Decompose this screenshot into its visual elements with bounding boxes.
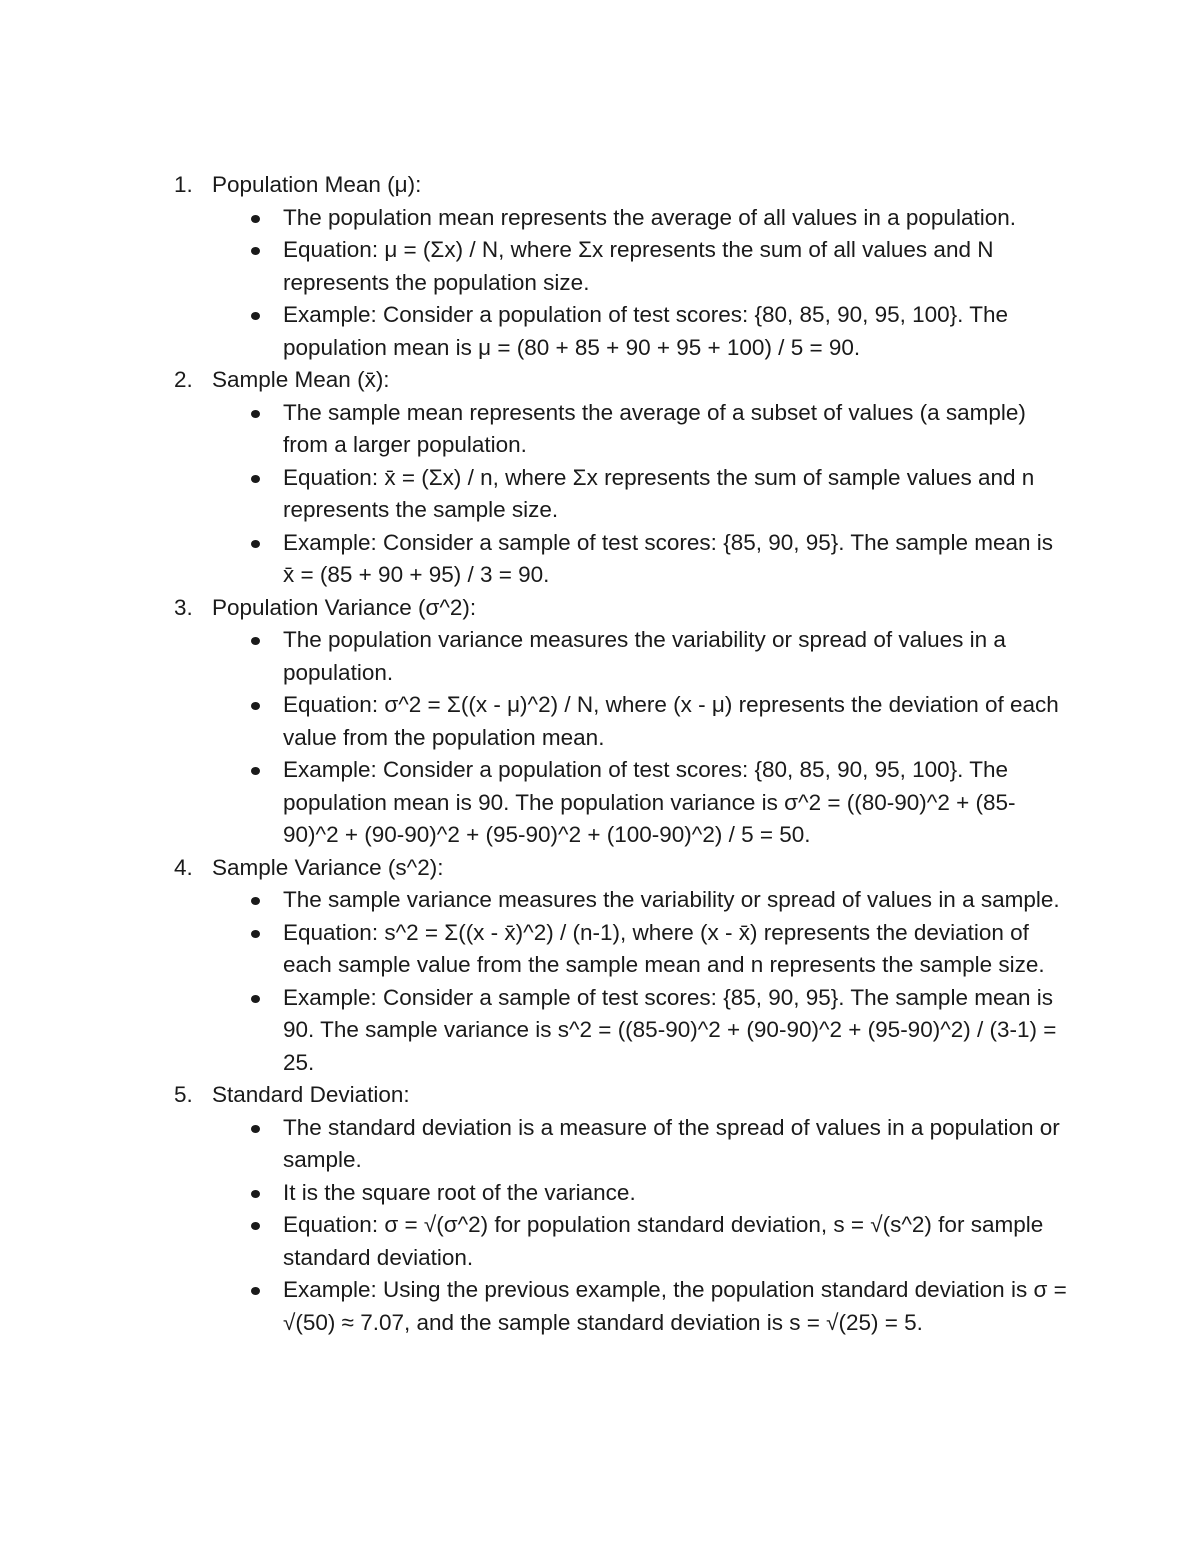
list-section bbox=[0, 1079, 1200, 1339]
bullet-text: The population variance measures the variability or spread of values in a population. bbox=[283, 627, 1006, 685]
bullet-list bbox=[0, 884, 1200, 1079]
bullet-dot-icon bbox=[251, 1222, 260, 1230]
document-body bbox=[0, 169, 1200, 1339]
bullet-text: Equation: s^2 = Σ((x - x̄)^2) / (n-1), where (x - x̄) represents the deviation of each sample value from the sample mean and n represents the sample size. bbox=[283, 919, 1045, 977]
list-item bbox=[0, 884, 1200, 917]
bullet-dot-icon bbox=[251, 702, 260, 710]
bullet-text: Equation: x̄ = (Σx) / n, where Σx represents the sum of sample values and n represents the sample size. bbox=[283, 464, 1035, 522]
list-item bbox=[0, 1274, 1200, 1339]
bullet-dot-icon bbox=[251, 1287, 260, 1295]
list-section bbox=[0, 592, 1200, 852]
section-title: Standard Deviation: bbox=[212, 1082, 410, 1107]
bullet-dot-icon bbox=[251, 637, 260, 645]
section-title: Population Mean (μ): bbox=[212, 172, 422, 197]
bullet-text: Example: Consider a sample of test scores: {85, 90, 95}. The sample mean is 90. The sample variance is s^2 = ((85-90)^2 + (90-90)^2 + (95-90)^2) / (3-1) = 25. bbox=[283, 984, 1057, 1075]
list-item bbox=[0, 754, 1200, 852]
list-item bbox=[0, 527, 1200, 592]
bullet-list bbox=[0, 624, 1200, 852]
bullet-text: Example: Consider a population of test scores: {80, 85, 90, 95, 100}. The population mean is 90. The population variance is σ^2 = ((80-90)^2 + (85-90)^2 + (90-90)^2 + (95-90)^2 + (100-90)^2) / 5 = 50. bbox=[283, 757, 1016, 847]
list-item bbox=[0, 234, 1200, 299]
section-title: Population Variance (σ^2): bbox=[212, 594, 477, 620]
section-heading bbox=[0, 169, 1200, 202]
bullet-list bbox=[0, 397, 1200, 592]
list-item bbox=[0, 462, 1200, 527]
list-item bbox=[0, 982, 1200, 1080]
bullet-text: Example: Consider a population of test scores: {80, 85, 90, 95, 100}. The population mean is μ = (80 + 85 + 90 + 95 + 100) / 5 = 90. bbox=[283, 302, 1009, 360]
bullet-text: The population mean represents the average of all values in a population. bbox=[283, 204, 1016, 230]
section-heading bbox=[0, 1079, 1200, 1112]
section-title: Sample Mean (x̄): bbox=[212, 367, 390, 392]
bullet-text: Equation: σ^2 = Σ((x - μ)^2) / N, where (x - μ) represents the deviation of each value from the population mean. bbox=[283, 692, 1059, 750]
bullet-dot-icon bbox=[251, 540, 260, 548]
bullet-text: Equation: σ = √(σ^2) for population standard deviation, s = √(s^2) for sample standard deviation. bbox=[283, 1212, 1044, 1270]
bullet-dot-icon bbox=[251, 312, 260, 320]
bullet-text: Example: Using the previous example, the population standard deviation is σ = √(50) ≈ 7.07, and the sample standard deviation is s = √(25) = 5. bbox=[283, 1277, 1067, 1335]
bullet-dot-icon bbox=[251, 215, 260, 223]
list-section bbox=[0, 169, 1200, 364]
list-section bbox=[0, 852, 1200, 1080]
bullet-dot-icon bbox=[251, 930, 260, 938]
bullet-text: The sample mean represents the average of a subset of values (a sample) from a larger population. bbox=[283, 399, 1026, 457]
list-item bbox=[0, 624, 1200, 689]
list-item bbox=[0, 1177, 1200, 1210]
bullet-dot-icon bbox=[251, 247, 260, 255]
list-item bbox=[0, 689, 1200, 754]
section-number: 5. bbox=[174, 1082, 193, 1107]
bullet-text: The standard deviation is a measure of the spread of values in a population or sample. bbox=[283, 1114, 1060, 1172]
bullet-text: Example: Consider a sample of test scores: {85, 90, 95}. The sample mean is x̄ = (85 + 90 + 95) / 3 = 90. bbox=[283, 529, 1053, 587]
section-number: 1. bbox=[174, 172, 193, 197]
section-number: 2. bbox=[174, 367, 193, 392]
bullet-dot-icon bbox=[251, 767, 260, 775]
list-section bbox=[0, 364, 1200, 592]
section-heading bbox=[0, 592, 1200, 625]
bullet-text: It is the square root of the variance. bbox=[283, 1179, 636, 1205]
bullet-text: Equation: μ = (Σx) / N, where Σx represents the sum of all values and N represents the population size. bbox=[283, 237, 994, 295]
list-item bbox=[0, 397, 1200, 462]
section-title: Sample Variance (s^2): bbox=[212, 854, 444, 880]
bullet-list bbox=[0, 1112, 1200, 1340]
section-heading bbox=[0, 364, 1200, 397]
list-item bbox=[0, 299, 1200, 364]
bullet-dot-icon bbox=[251, 995, 260, 1003]
list-item bbox=[0, 1112, 1200, 1177]
section-number: 3. bbox=[174, 594, 193, 620]
bullet-dot-icon bbox=[251, 410, 260, 418]
section-heading bbox=[0, 852, 1200, 885]
section-number: 4. bbox=[174, 854, 193, 880]
bullet-text: The sample variance measures the variability or spread of values in a sample. bbox=[283, 887, 1060, 912]
bullet-dot-icon bbox=[251, 1125, 260, 1133]
list-item bbox=[0, 1209, 1200, 1274]
list-item bbox=[0, 917, 1200, 982]
bullet-dot-icon bbox=[251, 475, 260, 483]
bullet-dot-icon bbox=[251, 1190, 260, 1198]
bullet-list bbox=[0, 202, 1200, 365]
list-item bbox=[0, 202, 1200, 235]
bullet-dot-icon bbox=[251, 897, 260, 905]
